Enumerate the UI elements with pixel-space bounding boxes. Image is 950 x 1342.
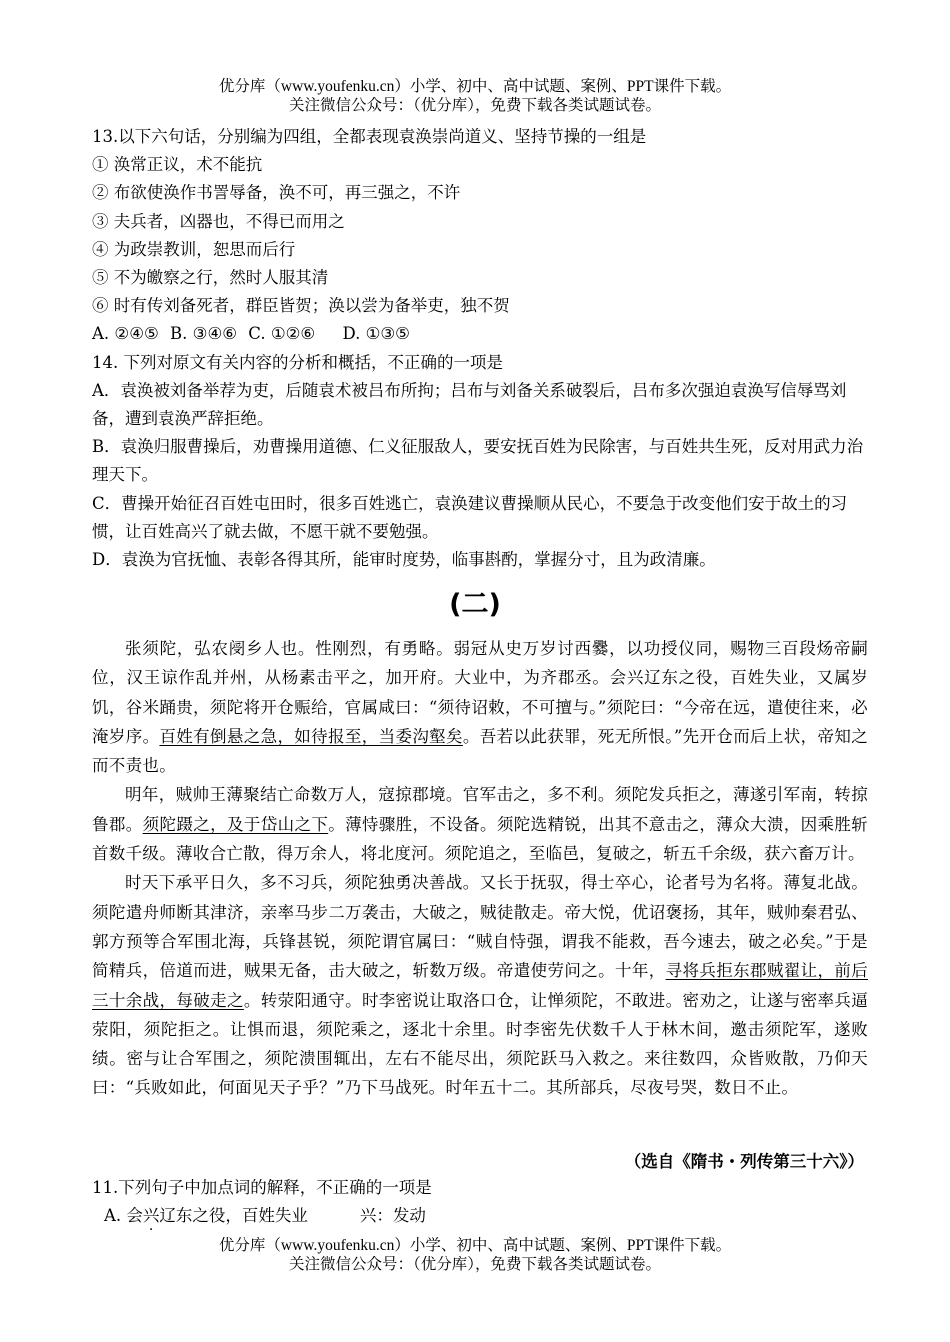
passage-paragraph-3 xyxy=(92,868,868,1102)
p3-text-a: 时天下承平日久，多不习兵，须陀独勇决善战。又长于抚驭，得士卒心，论者号为名将。薄复北战。须陀遣舟师断其津济，亲率马步二万袭击，大破之，贼徒散走。帝大悦，优诏褒扬，其年，贼帅秦君弘、郭方预等合军围北海，兵锋甚锐，须陀谓官属曰：“贼自恃强，谓我不能救，吾今速去，破之必矣。”于是简精兵，倍道而进，贼果无备，击大破之，斩数万级。帝遣使劳问之。十年， xyxy=(92,873,868,981)
q13-option-d: D. ①③⑤ xyxy=(342,324,410,344)
header-line-1: 优分库（www.youfenku.cn）小学、初中、高中试题、案例、PPT课件下载。 xyxy=(218,78,732,95)
p1-text-a: 张须陀，弘农阌乡人也。性刚烈，有勇略。弱冠从史万岁讨西爨，以功授仪同，赐物三百段炀帝嗣位，汉王谅作乱并州，从杨素击平之，加开府。大业中，为齐郡丞。会兴辽东之役，百姓失业，又属岁饥，谷米踊贵，须陀将开仓赈给，官属咸曰：“须待诏敕，不可擅与。”须陀曰：“今帝在远，遣使往来，必淹岁序。 xyxy=(92,639,868,746)
page-header xyxy=(0,77,950,115)
q13-item-2: ② 布欲使涣作书詈辱备，涣不可，再三强之，不许 xyxy=(92,183,461,203)
q14-option-a: A．袁涣被刘备举荐为吏，后随袁术被吕布所拘；吕布与刘备关系破裂后，吕布多次强迫袁涣写信辱骂刘备，遭到袁涣严辞拒绝。 xyxy=(92,380,847,429)
q13-item-4: ④ 为政崇教训，恕思而后行 xyxy=(92,239,296,259)
p2-underlined: 须陀蹑之，及于岱山之下 xyxy=(142,814,329,834)
footer-line-2: 关注微信公众号：（优分库），免费下载各类试题试卷。 xyxy=(288,1256,661,1273)
p1-text-b: 。吾若以此获罪，死无所恨。”先开仓而后上状，帝知之而不责也。 xyxy=(92,726,869,776)
q13-option-c: C. ①②⑥ xyxy=(248,324,316,344)
q11-dotted-word: 兴 xyxy=(142,1206,160,1225)
p2-text-b: 。薄恃骤胜，不设备。须陀选精锐，出其不意击之，薄众大溃，因乘胜斩首数千级。薄收合亡散，得万余人，将北度河。须陀追之，至临邑，复破之，斩五千余级，获六畜万计。 xyxy=(92,814,868,864)
q14-option-d: D．袁涣为官抚恤、表彰各得其所，能审时度势，临事斟酌，掌握分寸，且为政清廉。 xyxy=(92,550,716,570)
q13-options xyxy=(92,320,872,348)
q11-option-a-gloss: 兴：发动 xyxy=(359,1206,426,1225)
q13-item-5: ⑤ 不为皦察之行，然时人服其清 xyxy=(92,268,329,288)
questions-13-14 xyxy=(92,123,872,574)
classical-passage xyxy=(92,634,868,1103)
header-line-2: 关注微信公众号：（优分库），免费下载各类试题试卷。 xyxy=(288,97,661,114)
q13-stem: 13.以下六句话，分别编为四组，全都表现袁涣崇尚道义、坚持节操的一组是 xyxy=(92,127,647,146)
q13-item-3: ③ 夫兵者，凶器也，不得已而用之 xyxy=(92,211,345,231)
q14-stem: 14. 下列对原文有关内容的分析和概括，不正确的一项是 xyxy=(92,352,503,372)
q14-option-c: C．曹操开始征召百姓屯田时，很多百姓逃亡，袁涣建议曹操顺从民心，不要急于改变他们安于故土的习惯，让百姓高兴了就去做，不愿干就不要勉强。 xyxy=(92,493,848,541)
p2-text-a: 明年，贼帅王薄聚结亡命数万人，寇掠郡境。官军击之，多不利。须陀发兵拒之，薄遂引军南，转掠鲁郡。 xyxy=(92,785,868,834)
p3-underlined: 寻将兵拒东郡贼翟让，前后三十余战，每破走之 xyxy=(92,961,868,1010)
page-footer xyxy=(0,1236,950,1274)
q13-option-b: B. ③④⑥ xyxy=(170,324,238,344)
section-title: (二) xyxy=(449,589,501,620)
p3-text-b: 。转荥阳通守。时李密说让取洛口仓，让惮须陀，不敢进。密劝之，让遂与密率兵逼荥阳，须陀拒之。让惧而退，须陀乘之，逐北十余里。时李密先伏数千人于林木间，邀击须陀军，遂败绩。密与让合军围之，须陀溃围辄出，左右不能尽出，须陀跃马入救之。来往数四，众皆败散，乃仰天曰：“兵败如此，何面见天子乎？”乃下马战死。时年五十二。其所部兵，尽夜号哭，数日不止。 xyxy=(92,990,868,1098)
q11-option-a-post: 辽东之役，百姓失业 xyxy=(159,1206,308,1225)
q11-stem: 11.下列句子中加点词的解释，不正确的一项是 xyxy=(92,1178,432,1197)
q14-option-b: B．袁涣归服曹操后，劝曹操用道德、仁义征服敌人，要安抚百姓为民除害，与百姓共生死，反对用武力治理天下。 xyxy=(92,437,864,485)
footer-line-1: 优分库（www.youfenku.cn）小学、初中、高中试题、案例、PPT课件下载。 xyxy=(218,1237,732,1254)
passage-source: （选自《隋书・列传第三十六》） xyxy=(624,1152,864,1171)
p1-underlined: 百姓有倒悬之急，如待报至，当委沟壑矣 xyxy=(159,726,463,746)
passage-paragraph-1 xyxy=(92,634,868,780)
q11-option-a xyxy=(92,1202,872,1230)
q13-item-6: ⑥ 时有传刘备死者，群臣皆贺；涣以尝为备举吏，独不贺 xyxy=(92,296,510,316)
q11-option-a-pre: A. 会 xyxy=(104,1206,143,1225)
q13-item-1: ① 涣常正议，术不能抗 xyxy=(92,155,263,175)
passage-paragraph-2 xyxy=(92,780,868,868)
question-11 xyxy=(92,1174,872,1230)
q13-option-a: A. ②④⑤ xyxy=(92,324,159,344)
